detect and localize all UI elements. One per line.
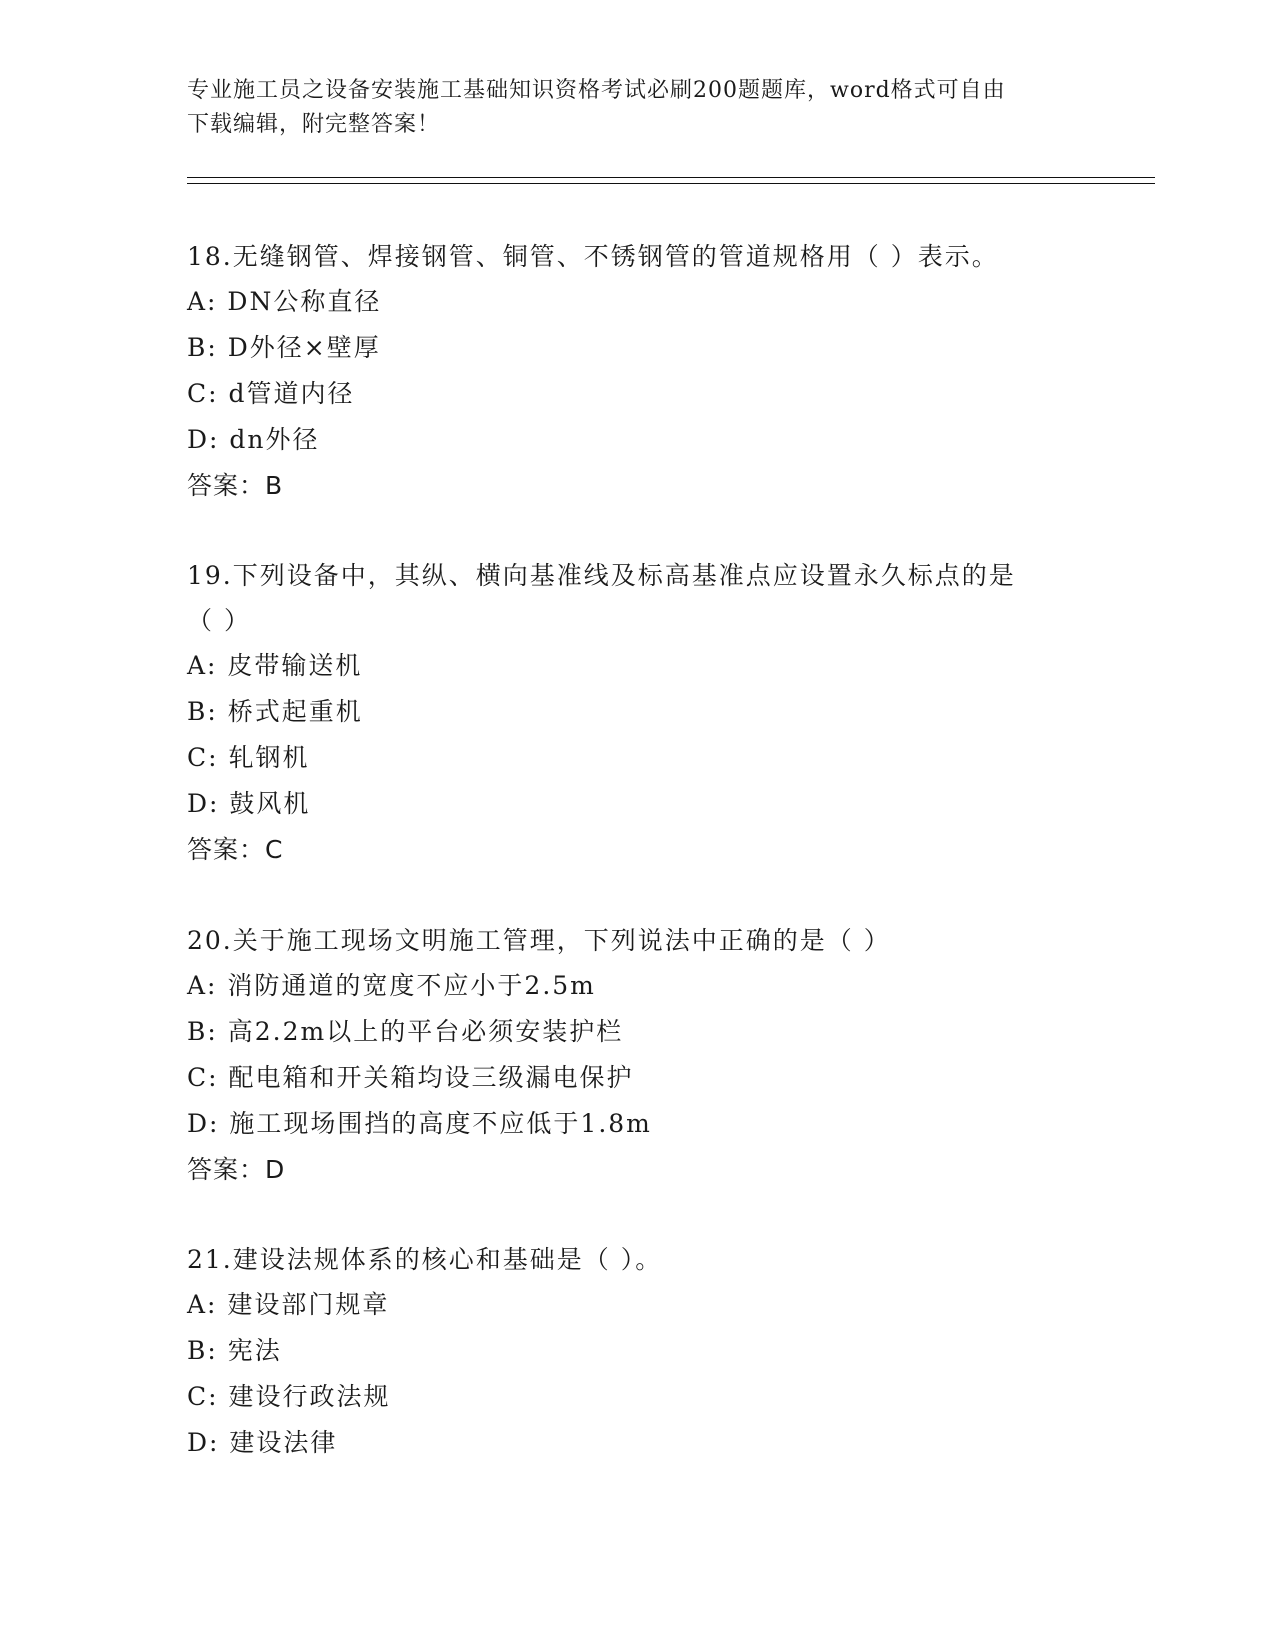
question-18 bbox=[187, 234, 1087, 509]
option-a: A: 消防通道的宽度不应小于2.5m bbox=[187, 971, 596, 1000]
header-divider-top bbox=[187, 177, 1155, 178]
option-c: C: 建设行政法规 bbox=[187, 1382, 391, 1411]
option-c: C: 轧钢机 bbox=[187, 743, 310, 772]
question-20 bbox=[187, 918, 1087, 1193]
answer: 答案：B bbox=[187, 471, 284, 500]
question-stem: 18.无缝钢管、焊接钢管、铜管、不锈钢管的管道规格用（ ）表示。 bbox=[187, 242, 999, 271]
question-stem: 20.关于施工现场文明施工管理，下列说法中正确的是（ ） bbox=[187, 926, 891, 955]
answer: 答案：C bbox=[187, 835, 284, 864]
option-d: D: 施工现场围挡的高度不应低于1.8m bbox=[187, 1109, 652, 1138]
answer: 答案：D bbox=[187, 1155, 286, 1184]
option-c: C: d管道内径 bbox=[187, 379, 355, 408]
option-b: B: 宪法 bbox=[187, 1336, 282, 1365]
question-21 bbox=[187, 1237, 1087, 1466]
option-a: A: DN公称直径 bbox=[187, 287, 382, 316]
option-d: D: dn外径 bbox=[187, 425, 320, 454]
question-stem: 21.建设法规体系的核心和基础是（ ）。 bbox=[187, 1245, 663, 1274]
question-19 bbox=[187, 553, 1087, 873]
question-stem: 19.下列设备中，其纵、横向基准线及标高基准点应设置永久标点的是 bbox=[187, 561, 1016, 590]
document-header bbox=[187, 74, 1087, 142]
option-a: A: 建设部门规章 bbox=[187, 1290, 390, 1319]
option-d: D: 鼓风机 bbox=[187, 789, 311, 818]
option-a: A: 皮带输送机 bbox=[187, 651, 363, 680]
option-b: B: 高2.2m以上的平台必须安装护栏 bbox=[187, 1017, 624, 1046]
option-b: B: 桥式起重机 bbox=[187, 697, 363, 726]
header-line-2: 下载编辑，附完整答案！ bbox=[187, 112, 441, 137]
header-divider-bottom bbox=[187, 183, 1155, 184]
option-d: D: 建设法律 bbox=[187, 1428, 338, 1457]
header-line-1: 专业施工员之设备安装施工基础知识资格考试必刷200题题库，word格式可自由 bbox=[187, 78, 1006, 103]
option-c: C: 配电箱和开关箱均设三级漏电保护 bbox=[187, 1063, 634, 1092]
question-stem-continued: （ ） bbox=[187, 606, 251, 635]
option-b: B: D外径×壁厚 bbox=[187, 333, 381, 362]
